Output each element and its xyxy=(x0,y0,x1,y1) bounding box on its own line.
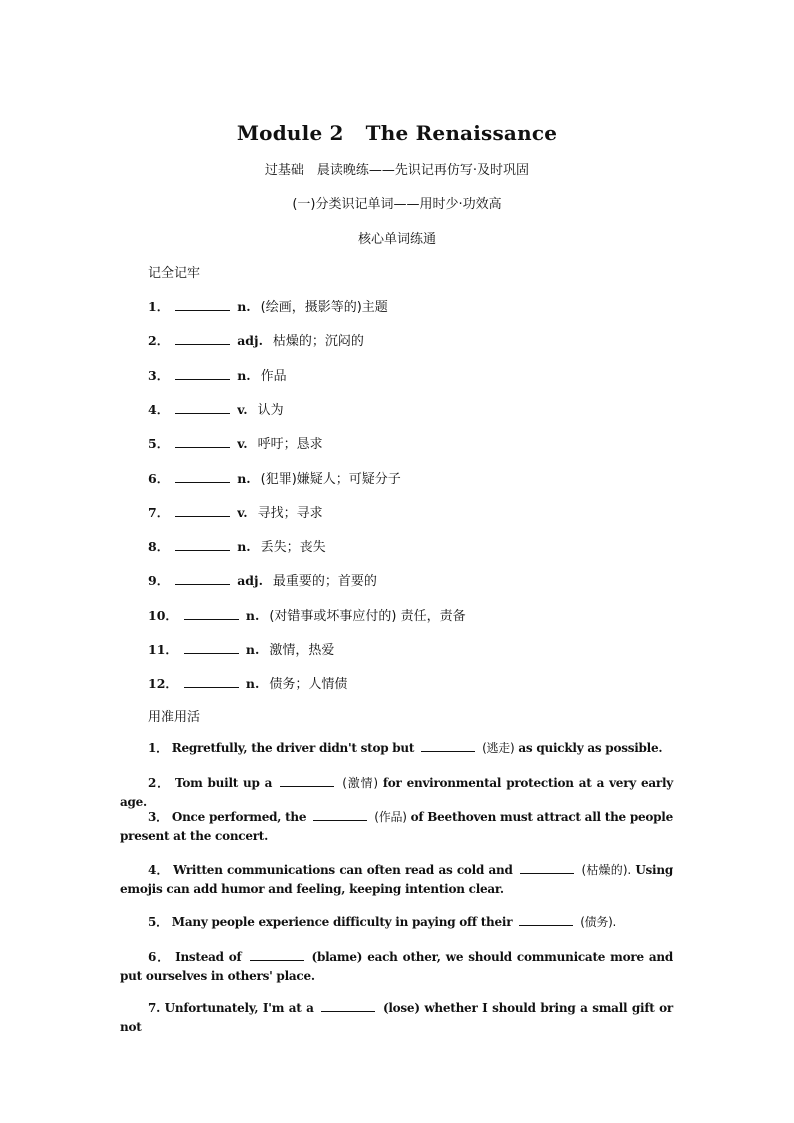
answer-blank[interactable] xyxy=(175,333,230,345)
vocab-item xyxy=(148,639,334,658)
vocab-item xyxy=(148,433,323,452)
section-heading-usage: 用准用活 xyxy=(148,710,201,725)
vocab-number: 7． xyxy=(148,504,170,520)
vocab-meaning: 认为 xyxy=(257,402,284,418)
vocab-item xyxy=(148,570,377,589)
vocab-meaning: 激情，热爱 xyxy=(269,643,335,658)
vocab-item xyxy=(148,605,466,624)
part-of-speech: n. xyxy=(237,299,251,314)
vocab-meaning: 最重要的；首要的 xyxy=(272,574,377,590)
part-of-speech: v. xyxy=(237,401,248,417)
vocab-number: 9． xyxy=(148,573,170,589)
vocab-meaning: (对错事或坏事应付的) 责任，责备 xyxy=(269,608,466,624)
vocab-meaning: (犯罪)嫌疑人；可疑分子 xyxy=(260,471,401,487)
part-of-speech: adj. xyxy=(237,573,263,589)
vocab-number: 6． xyxy=(148,470,170,486)
vocab-number: 10． xyxy=(148,607,178,623)
vocab-meaning: (绘画，摄影等的)主题 xyxy=(260,300,388,315)
answer-blank[interactable] xyxy=(313,809,367,821)
answer-blank[interactable] xyxy=(175,573,230,585)
page-title xyxy=(0,121,794,145)
vocab-number: 5． xyxy=(148,436,170,452)
part-of-speech: n. xyxy=(237,470,251,486)
answer-blank[interactable] xyxy=(280,775,334,787)
answer-blank[interactable] xyxy=(175,402,230,414)
answer-blank[interactable] xyxy=(321,1000,375,1012)
answer-blank[interactable] xyxy=(250,949,304,961)
part-of-speech: n. xyxy=(237,367,251,383)
vocab-meaning: 作品 xyxy=(260,368,287,384)
vocab-number: 4． xyxy=(148,401,170,417)
answer-blank[interactable] xyxy=(421,740,475,752)
answer-blank[interactable] xyxy=(519,914,573,926)
answer-blank[interactable] xyxy=(520,862,574,874)
exercise-item: 7. Unfortunately, I'm at a (lose) whether I should bring a small gift or not xyxy=(120,1001,673,1034)
vocab-number: 1． xyxy=(148,299,170,314)
answer-blank[interactable] xyxy=(175,436,230,448)
subtitle-3: 核心单词练通 xyxy=(357,232,436,247)
vocab-item xyxy=(148,502,323,521)
vocab-item xyxy=(148,399,284,418)
part-of-speech: n. xyxy=(245,607,260,623)
vocab-meaning: 债务；人情债 xyxy=(269,677,348,693)
vocab-meaning: 丢失；丧失 xyxy=(260,540,326,556)
vocab-item xyxy=(148,365,287,384)
answer-blank[interactable] xyxy=(184,642,239,654)
vocab-item xyxy=(148,468,401,487)
part-of-speech: adj. xyxy=(237,333,263,349)
part-of-speech: n. xyxy=(245,676,260,692)
part-of-speech: v. xyxy=(237,504,248,520)
vocab-number: 8． xyxy=(148,539,170,555)
answer-blank[interactable] xyxy=(175,471,230,483)
vocab-number: 3． xyxy=(148,367,170,383)
answer-blank[interactable] xyxy=(184,608,239,620)
answer-blank[interactable] xyxy=(175,368,230,380)
vocab-meaning: 呼吁；恳求 xyxy=(257,437,323,453)
vocab-item xyxy=(148,673,347,692)
section-heading-memorize: 记全记牢 xyxy=(148,266,201,281)
subtitle-1: 过基础 晨读晚练——先识记再仿写·及时巩固 xyxy=(264,163,530,178)
module-label: Module 2 xyxy=(236,121,344,145)
vocab-number: 12． xyxy=(148,676,178,692)
vocab-number: 11． xyxy=(148,642,178,657)
answer-blank[interactable] xyxy=(184,676,239,688)
answer-blank[interactable] xyxy=(175,505,230,517)
answer-blank[interactable] xyxy=(175,299,230,311)
part-of-speech: v. xyxy=(237,436,248,452)
part-of-speech: n. xyxy=(237,539,251,555)
exercise-item: 4． Written communications can often read as cold and (枯燥的). Using emojis can add humor and feeling, keeping intention clear. xyxy=(120,863,673,896)
subtitle-2: (一)分类识记单词——用时少·功效高 xyxy=(292,197,502,212)
module-name: The Renaissance xyxy=(365,121,558,145)
answer-blank[interactable] xyxy=(175,539,230,551)
exercise-item: 3． Once performed, the (作品) of Beethoven must attract all the people present at the concert. xyxy=(120,810,674,843)
exercise-item: 1． Regretfully, the driver didn't stop but (逃走) as quickly as possible. xyxy=(148,741,663,755)
exercise-item: 5． Many people experience difficulty in paying off their (债务). xyxy=(148,915,617,929)
vocab-item xyxy=(148,296,388,315)
exercise-item: 6． Instead of (blame) each other, we should communicate more and put ourselves in others' place. xyxy=(120,950,673,983)
exercise-item: 2． Tom built up a (激情) for environmental protection at a very early age. xyxy=(120,776,674,809)
vocab-item xyxy=(148,330,364,349)
vocab-meaning: 枯燥的；沉闷的 xyxy=(272,334,364,350)
vocab-meaning: 寻找；寻求 xyxy=(257,505,323,521)
vocab-item xyxy=(148,536,326,555)
vocab-number: 2． xyxy=(148,333,170,349)
part-of-speech: n. xyxy=(245,642,260,657)
